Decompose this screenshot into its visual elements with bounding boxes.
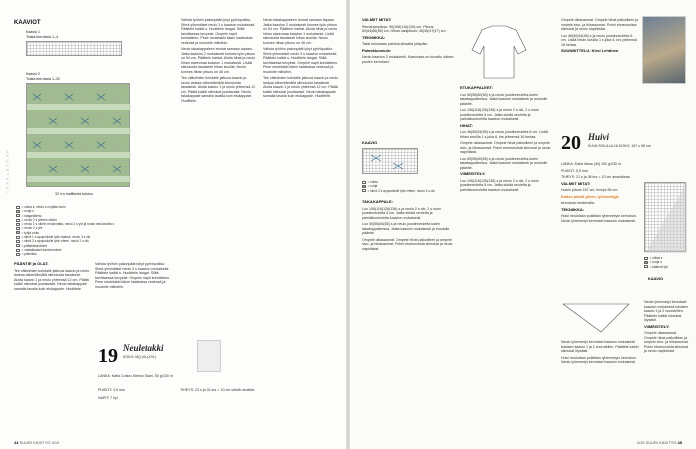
shawl-legend-item: = nurja s <box>644 260 694 264</box>
project-yarn-20: LANKA: Katia Ideas (44) 100 g/230 m <box>561 162 622 166</box>
left-col-2 <box>181 18 256 105</box>
left-col-3 <box>263 18 339 101</box>
col2-head1: ETUKAPPALEET: <box>460 85 493 90</box>
model-photo <box>642 16 686 84</box>
project-extra-19: NAPIT: 7 kpl <box>98 396 118 400</box>
right-col-4 <box>561 162 639 225</box>
project-gauge-19: TIHEYS: 23 s ja 31 krs = 10 cm sileää neuletta <box>180 388 255 392</box>
right-col-6 <box>644 300 690 356</box>
legend-item: = langankierto <box>16 214 176 218</box>
project-number-20: 20 <box>561 132 581 154</box>
project-needles-19: PUIKOT: 3,5 mm <box>98 388 125 392</box>
project-gauge-20: TIHEYS: 21 s ja 36 krs = 10 cm ainaoikeaa <box>561 175 630 179</box>
col3-credit: SUUNNITTELU: Kirsi Lehtinen <box>561 48 619 53</box>
col3-body1b: Luo 46(50)54(58) s ja neulo joustinneuletta 6 cm. Lisää hihan sivuilla 1 s joka 6. krs yhteensä 16 kertaa. <box>561 33 637 47</box>
chart-legend <box>16 205 176 257</box>
col1-body2: Takki neulotaan paloina alhaalta ylöspäin. <box>362 42 429 46</box>
kaavio-chart <box>362 148 418 174</box>
chart2-subtitle: Toista kerroksia 1–32 <box>26 77 60 81</box>
legend-item: = neulo 2 s yht <box>16 226 176 230</box>
shawl-chart-marks <box>645 183 687 253</box>
col2-body2c: Luo 50(55)60(65) s ja neulo joustinneuletta kuten takakappaleessa. Jatka kaavion mukaisesti ja muotoile pääntie. <box>460 156 548 170</box>
right-col-1b <box>362 200 456 253</box>
shawl-legend <box>644 256 694 269</box>
legend-item: = neulo 2 s yhteen oikein <box>16 218 176 222</box>
chart2-cable-marks <box>27 84 131 188</box>
legend-item: = palmikko <box>16 252 176 256</box>
legend-item: = tyhjä ruutu <box>16 231 176 235</box>
right-footer <box>637 440 682 445</box>
garment-schematic <box>468 22 530 87</box>
left-footer <box>14 440 59 445</box>
col1-head1: VALMIIT MITAT: <box>362 17 392 22</box>
col2-body3: Luo 106(116)126(136) s ja neulo 2 s oik, 2 s nurin joustinneuletta 5 cm. Jatka sileää neuletta ja palmikkoneuletta kaavion mukaisesti. <box>460 178 540 192</box>
shawl-schematic <box>561 300 631 341</box>
project-needles-20: PUIKOT: 5,5 mm <box>561 168 588 173</box>
col3-text-b: Vaihda työhön pakonpäät lyhyt pyöröpuikko. Siirrä ylimmäiset neulo 3 s kaavion mukaisesti. Päättele kaikki s. Huolittele langat. Silitä tarvittaessa kevyesti. Ompele napit kohdalleen. Pese neuletakki käsin haaleassa vedessä ja muotoile mittoihin. <box>263 47 339 74</box>
legend-item: = oikea s, neulo s nurjalta nurin <box>16 205 176 209</box>
shawl-chart <box>644 182 686 252</box>
col2-body2: Luo 46(50)54(58) s ja neulo joustinneuletta 6 cm. Lisää hihan sivuilla 1 s joka 6. krs yhteensä 16 kertaa. <box>460 130 548 139</box>
project-body1-20: Huivin pituus 167 cm, leveys 56 cm. <box>561 188 619 192</box>
chart1-title: Kaavio 1 <box>26 30 40 34</box>
col3-body1: Ompele olkasaumat. Ompele hihat paikoilleen ja ompele sivu- ja hihasaumat. Poimi etureunoista silmukat ja neulo napinlistat. <box>561 18 639 31</box>
project-thumbnail-19 <box>197 340 221 372</box>
right-page-footer: 4/19 SUURI KÄSITYÖ <box>636 440 677 445</box>
kaavio-cable-marks <box>363 149 419 175</box>
legend-item: = vastakkaiset kaventumiset <box>16 248 176 252</box>
project-sizes-19: KOKO: M(L)XL(XXL) <box>123 355 157 359</box>
left-col-1 <box>14 262 90 293</box>
shawl-chart-title: KAAVIO <box>648 276 664 281</box>
project-head1-20: VALMIIT MITAT: <box>561 180 591 186</box>
project-number-19: 19 <box>98 345 118 367</box>
project-title-20: Huivi <box>588 132 610 142</box>
left-col-1b <box>95 262 171 291</box>
col2-text-b: Neulo takakappaleen reunat samaan tapaan. Jatka kaavion 2 mukaisesti kunnes työn pituus on 54 cm. Päättele hartiat. Aloita hihat ja neulo hihan alareunaa kaavion 1 mukaisesti. Lisää silmukoita tasaisesti hihan sivuilla. Neulo kunnes hihan pituus on 46 cm. <box>181 47 256 74</box>
col1-head4: TAKAKAPPALE: <box>362 199 393 204</box>
kaavio-legend-item: = oikea <box>362 180 502 184</box>
col1-body4c: Ompele olkasaumat. Ompele hihat paikoilleen ja ompele sivu- ja hihasaumat. Poimi etureunoista silmukat ja neulo napinlistat. <box>362 237 453 251</box>
left-page-footer: SUURI KÄSITYÖ 4/19 <box>19 440 60 445</box>
col1-head: PÄÄNTIE ja OLAT: <box>14 261 49 266</box>
shawl-legend-item: = oikea s <box>644 256 694 260</box>
col1-head2: TEKNIIKKA: <box>362 34 386 40</box>
shawl-legend-item: = käännä työ <box>644 265 694 269</box>
col1-body1: Rinnanympärys: 96(106)116(126) cm. Pituus: 62(64)66(68) cm. Hihan sisäpituus: 46(46)47(47) cm. <box>362 24 447 33</box>
chart-2 <box>26 83 130 187</box>
right-bottom-text: Neulo lyhennetyt kerrokset kaavion mukaisesti toistaen kaavio 1 ja 2 vuorotellen. Päättele kaikki silmukat löysästi. <box>561 340 639 353</box>
project-head2-20: Kaiken pientä ylleen, lyhennettyjä <box>561 194 619 199</box>
legend-item: = nurja s <box>16 209 176 213</box>
shawl-schematic-drawing <box>561 300 631 336</box>
right-page <box>348 0 696 449</box>
right-page-number: 45 <box>677 440 682 445</box>
col3-text: Neulo takakappaleen reunat samaan tapaan. Jatka kaavion 2 mukaisesti kunnes työn pituus on 54 cm. Päättele hartiat. Aloita hihat ja neulo hihan alareunaa kaavion 1 mukaisesti. Lisää silmukoita tasaisesti hihan sivuilla. Neulo kunnes hihan pituus on 46 cm. <box>263 18 338 45</box>
kaavio-title: KAAVIO <box>362 140 378 145</box>
right-col-5 <box>561 340 639 367</box>
project-head3-20: TEKNIIKKA: <box>561 206 585 212</box>
col2-head2: HIHAT: <box>460 122 473 128</box>
right-bottom-text-b: Huivi neulotaan poikittain lyhennetyin kerroksin. Neulo lyhennetyt kerrokset kaavion mukaisesti. <box>561 355 637 364</box>
legend-item: = neulo 1 s oikein neulomatta, neulo 2 s yht ja nosta neulomatta s <box>16 222 176 226</box>
project-title-19: Neuletakki <box>123 343 164 353</box>
col2-text-c: Tee välisilmien kohdalle jatkuva kaavio ja neulo lankaa vähentämällä silmukoita tasaisesti. Aloita kaavio 1 ja neulo yhteensä 12 cm. Päätä kaikki silmukat joustavasti. Neulo takakappale samalla tavalla kuin etukappale. Huolittele. <box>181 76 256 103</box>
chart1-subtitle: Toista kerroksia 1–4 <box>26 35 58 39</box>
right-col6-text-b: Ompele olkasaumat. Ompele hihat paikoilleen ja ompele sivu- ja hihasaumat. Poimi etureunoista silmukat ja neulo napinlistat. <box>644 331 689 353</box>
legend-item: = siirrä 1 s apupuikolle työn taakse, neulo 3 s oik <box>16 235 176 239</box>
page-gutter <box>346 0 350 449</box>
right-col6-text: Neulo lyhennetyt kerrokset kaavion mukaisesti toistaen kaavio 1 ja 2 vuorotellen. Päättele kaikki silmukat löysästi. <box>644 300 688 322</box>
col2-body1: Luo 50(55)60(65) s ja neulo joustinneuletta kuten takakappaleessa. Jatka kaavion mukaisesti ja muotoile pääntie. <box>460 92 548 106</box>
col1b-text: Vaihda työhön pakonpäät lyhyt pyöröpuikko. Siirrä ylimmäiset neulo 3 s kaavion mukaisesti. Päättele kaikki s. Huolittele langat. Silitä tarvittaessa kevyesti. Ompele napit kohdalleen. Pese neuletakki käsin haaleassa vedessä ja muotoile mittoihin. <box>95 262 171 289</box>
col2-head3: VIIMEISTELY: <box>460 171 486 176</box>
col2-text: Vaihda työhön pakonpäät lyhyt pyöröpuikko. Siirrä ylimmäiset neulo 3 s kaavion mukaisesti. Päättele kaikki s. Huolittele langat. Silitä tarvittaessa kevyesti. Ompele napit kohdalleen. Pese neuletakki käsin haaleassa vedessä ja muotoile mittoihin. <box>181 18 256 45</box>
side-label: NEULETAKKI <box>5 150 10 195</box>
chart-1 <box>26 41 122 56</box>
col2-body1b: Luo 106(116)126(136) s ja neulo 2 s oik, 2 s nurin joustinneuletta 5 cm. Jatka sileää neuletta ja palmikkoneuletta kaavion mukaisesti. <box>460 108 540 121</box>
right-col-2 <box>460 86 556 194</box>
col1-body3: Neulo kaavion 2 mukaisesti. Kaaviossa on kuvattu oikean puolen kerrokset. <box>362 55 454 64</box>
right-col-1 <box>362 18 456 66</box>
garment-schematic-drawing <box>468 22 530 82</box>
col1-text: Tee välisilmien kohdalle jatkuva kaavio ja neulo lankaa vähentämällä silmukoita tasaisesti. Aloita kaavio 1 ja neulo yhteensä 12 cm. Päätä kaikki silmukat joustavasti. Neulo takakappale samalla tavalla kuin etukappale. Huolittele. <box>14 268 90 291</box>
col1-head3: Palmikkoneule: <box>362 47 392 53</box>
col1-body4b: Luo 50(55)60(65) s ja neulo joustinneuletta kuten takakappaleessa. Jatka kaavion mukaisesti ja muotoile pääntie. <box>362 222 450 235</box>
project-yarn-19: LANKA: Katia Cotton-Merino Slam, 50 g/100 m <box>98 374 173 378</box>
left-page-number: 44 <box>14 440 19 445</box>
chart2-title: Kaavio 2 <box>26 72 40 76</box>
kaavio-legend-item: = nurja <box>362 184 502 188</box>
project-body3-20: Huivi neulotaan poikittain lyhennetyin kerroksin. Neulo lyhennetyt kerrokset kaavion mukaisesti. <box>561 214 637 223</box>
kaavio-legend-item: = siirrä 3 s apupuikolle työn eteen, neulo 3 s oik <box>362 189 502 193</box>
col1-body4: Luo 106(116)126(136) s ja neulo 2 s oik, 2 s nurin joustinneuletta 5 cm. Jatka sileää neuletta ja palmikkoneuletta kaavion mukaisesti. <box>362 206 442 220</box>
legend-item: = pääteäännökset <box>16 244 176 248</box>
right-col6-head: VIIMEISTELY: <box>644 323 670 329</box>
col3-text-c: Tee välisilmien kohdalle jatkuva kaavio ja neulo lankaa vähentämällä silmukoita tasaisesti. Aloita kaavio 1 ja neulo yhteensä 12 cm. Päätä kaikki silmukat joustavasti. Neulo takakappale samalla tavalla kuin etukappale. Huolittele. <box>263 76 339 98</box>
project-sizes-20: KUVA SIVULLA 18 KOKO: 167 x 56 cm <box>588 144 651 148</box>
right-col-3 <box>561 18 639 56</box>
legend-item: = siirrä 3 s apupuikolle työn eteen, neulo 1 s oik <box>16 239 176 243</box>
chart2-note: 32 s:n mallikerta toistuu <box>55 192 93 196</box>
section-label: KAAVIOT <box>14 20 41 26</box>
col2-body2b: Ompele olkasaumat. Ompele hihat paikoilleen ja ompele sivu- ja hihasaumat. Poimi etureunoista silmukat ja neulo napinlistat. <box>460 141 551 154</box>
project-body2-20: kerroksia neulomalla. <box>561 201 595 205</box>
